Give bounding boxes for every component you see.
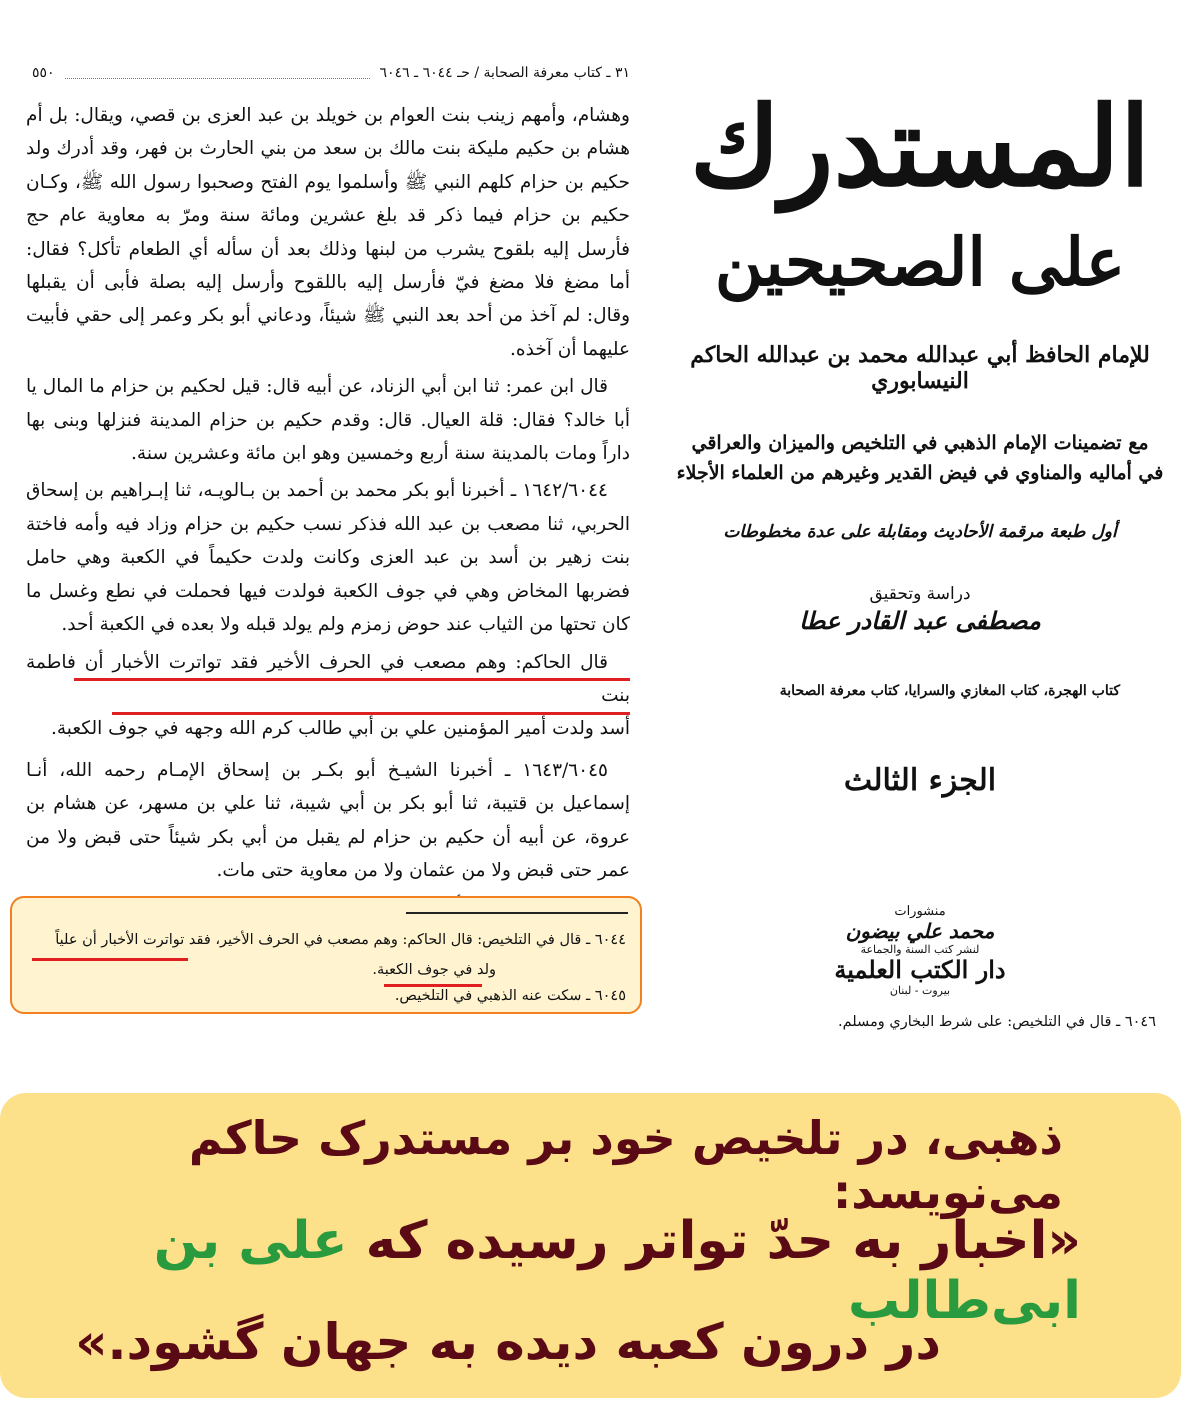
- paragraph: ١٦٤٢/٦٠٤٤ ـ أخبرنا أبو بكر محمد بن أحمد بن بـالويـه، ثنا إبـراهيم بن إسحاق الحربي، ثنا مصعب بن عبد الله فذكر نسب حكيم بن حزام وزاد فيه وأمه فاختة بنت زهير بن أسد بن عبد العزى وكانت ولدت حكيماً في الكعبة وهي حامل فضربها المخاض وهي في جوف الكعبة فولدت فيها فحملت في نطع وغسل ما كان تحتها من الثياب عند حوض زمزم ولم يولد قبله ولا بعده في الكعبة أحد.: [26, 480, 630, 636]
- red-underline: [112, 712, 630, 715]
- footnote-rule: [406, 912, 628, 914]
- page-body: [26, 99, 630, 929]
- paragraph: قال ابن عمر: ثنا ابن أبي الزناد، عن أبيه قال: قيل لحكيم بن حزام ما المال يا أبا خالد؟ فقال: قلة العيال. قال: وقدم حكيم بن حزام المدينة فنزلها وبنى بها داراً ومات بالمدينة سنة أربع وخمسين وهو ابن مائة وعشرين سنة.: [26, 376, 630, 465]
- red-underline: [74, 678, 630, 681]
- publisher-city: بيروت - لبنان: [889, 984, 951, 997]
- leader-dots: [65, 68, 370, 79]
- highlighted-quote: [26, 646, 630, 746]
- running-head: [32, 61, 630, 85]
- footnote-6044-line1: ٦٠٤٤ ـ قال في التلخيص: قال الحاكم: وهم مصعب في الحرف الأخير، فقد تواترت الأخبار أن علياً: [55, 932, 626, 948]
- page-number: ٥٥٠: [32, 65, 55, 81]
- annotations-line-2: في أماليه والمناوي في فيض القدير وغيرهم من العلماء الأجلاء: [676, 462, 1164, 484]
- books-contained: كتاب الهجرة، كتاب المغازي والسرايا، كتاب معرفة الصحابة: [779, 683, 1120, 699]
- footnote-highlight-box: [10, 896, 642, 1014]
- section-header: ٣١ ـ كتاب معرفة الصحابة / حـ ٦٠٤٤ ـ ٦٠٤٦: [379, 65, 630, 81]
- caption-banner: [0, 1093, 1181, 1398]
- publisher-label: منشورات: [894, 904, 946, 919]
- annotations-line-1: مع تضمينات الإمام الذهبي في التلخيص والميزان والعراقي: [691, 432, 1149, 454]
- banner-highlight-name: علی بن ابی‌طالب: [153, 1211, 1081, 1331]
- book-subtitle: على الصحيحين: [714, 223, 1126, 301]
- book-cover: [660, 60, 1180, 1050]
- footnote-6045: ٦٠٤٥ ـ سكت عنه الذهبي في التلخيص.: [394, 988, 626, 1004]
- red-underline: [32, 958, 188, 961]
- highlighted-line-2: أسد ولدت أمير المؤمنين علي بن أبي طالب كرم الله وجهه في جوف الكعبة.: [50, 718, 630, 740]
- author-line: للإمام الحافظ أبي عبدالله محمد بن عبدالله الحاكم النيسابوري: [690, 342, 1150, 394]
- publisher-block: [660, 904, 1180, 997]
- volume-label: الجزء الثالث: [843, 763, 997, 798]
- publishing-house: دار الكتب العلمية: [834, 955, 1006, 984]
- study-label: دراسة وتحقيق: [869, 584, 971, 604]
- footnote-6046: ٦٠٤٦ ـ قال في التلخيص: على شرط البخاري ومسلم.: [838, 1014, 1156, 1030]
- paragraph: وهشام، وأمهم زينب بنت العوام بن خويلد بن عبد العزى بن قصي، ويقال: بل أم هشام بن حكيم مليكة بنت مالك بن سعد من بني الحارث بن فهر، وقد أدرك ولد حكيم بن حزام كلهم النبي ﷺ وأسلموا يوم الفتح وصحبوا رسول الله ﷺ، وكـان حكيم بن حزام فيما ذكر قد بلغ عشرين ومائة سنة ومرّ به معاوية عام حج فأرسل إليه بلقوح يشرب من لبنها وذلك بعد أن سأله أي الطعام تأكل؟ فقال: أما مضغ فلا مضغ فيّ فأرسل إليه باللقوح وأرسل إليه بصلة فأبى أن يقبلها وقال: لم آخذ من أحد بعد النبي ﷺ شيئاً، ودعاني أبو بكر وعمر إلى حقي فأبيت عليهما أن آخذه.: [26, 105, 630, 360]
- publisher-name: محمد علي بيضون: [845, 919, 995, 943]
- banner-line-3: در درون کعبه دیده به جهان گشود.»: [75, 1313, 941, 1371]
- annotations-line: [660, 428, 1180, 488]
- footnote-6044-line2: ولد في جوف الكعبة.: [372, 962, 496, 978]
- editor-name: مصطفى عبد القادر عطا: [799, 606, 1041, 635]
- highlighted-line-1: قال الحاكم: وهم مصعب في الحرف الأخير فقد تواترت الأخبار أن فاطمة بنت: [26, 651, 630, 706]
- paragraph: ١٦٤٣/٦٠٤٥ ـ أخبرنا الشيـخ أبو بكـر بن إسحاق الإمـام رحمه الله، أنـا إسماعيل بن قتيبة، ثنا أبو بكر بن أبي شيبة، ثنا علي بن مسهر، عن هشام بن عروة، عن أبيه أن حكيم بن حزام لم يقبل من أبي بكر شيئاً حتى قبض ولا من عمر حتى قبض ولا من عثمان ولا من معاوية حتى مات.: [26, 759, 630, 881]
- banner-quote-start: «اخبار به حدّ تواتر رسیده که: [347, 1211, 1081, 1271]
- red-underline: [384, 984, 482, 987]
- publisher-tagline: لنشر كتب السنة والجماعة: [860, 943, 980, 956]
- book-title: المستدرك: [689, 82, 1151, 211]
- edition-note: أول طبعة مرقمة الأحاديث ومقابلة على عدة مخطوطات: [723, 522, 1117, 542]
- banner-line-1: ذهبی، در تلخیص خود بر مستدرک حاکم می‌نویسد:: [188, 1111, 1063, 1219]
